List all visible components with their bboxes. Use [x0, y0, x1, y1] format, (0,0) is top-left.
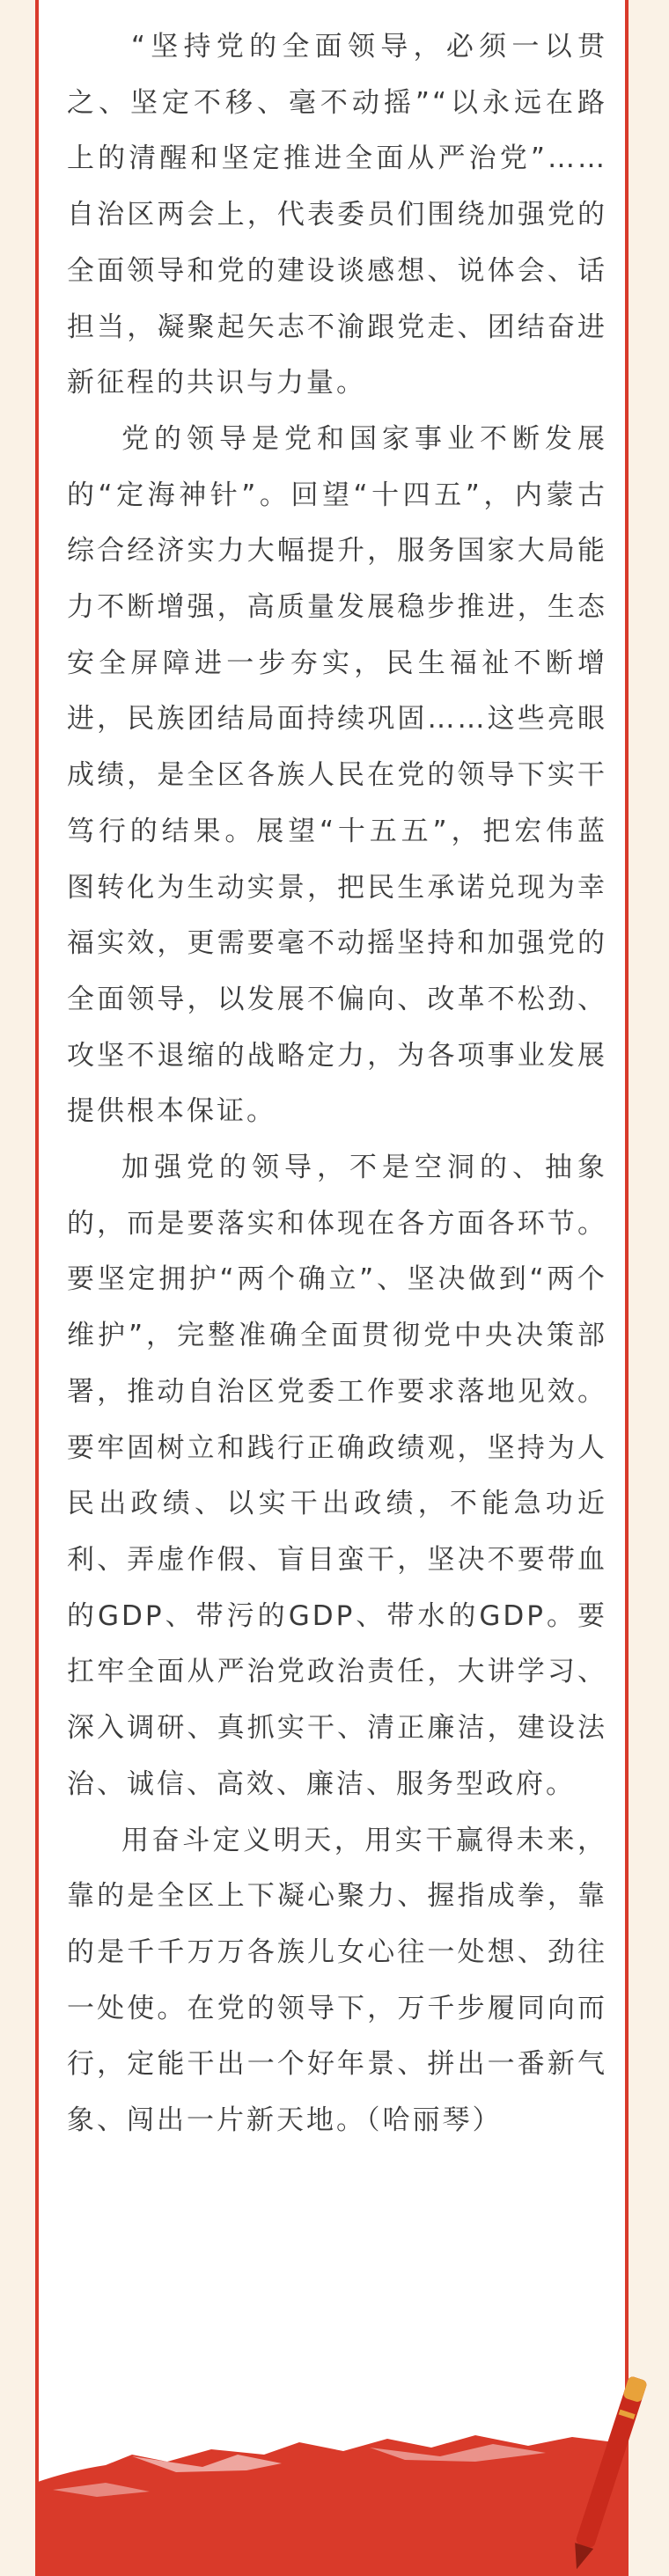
- article-paragraph-3: 加强党的领导，不是空洞的、抽象的，而是要落实和体现在各方面各环节。要坚定拥护“两个确立”、坚决做到“两个维护”，完整准确全面贯彻党中央决策部署，推动自治区党委工作要求落地见效。要牢固树立和践行正确政绩观，坚持为人民出政绩、以实干出政绩，不能急功近利、弄虚作假、盲目蛮干，坚决不要带血的GDP、带污的GDP、带水的GDP。要扛牢全面从严治党政治责任，大讲学习、深入调研、真抓实干、清正廉洁，建设法治、诚信、高效、廉洁、服务型政府。: [67, 1152, 607, 1800]
- article-paragraph-2: 党的领导是党和国家事业不断发展的“定海神针”。回望“十四五”，内蒙古综合经济实力大幅提升，服务国家大局能力不断增强，高质量发展稳步推进，生态安全屏障进一步夯实，民生福祉不断增进，民族团结局面持续巩固……这些亮眼成绩，是全区各族人民在党的领导下实干笃行的结果。展望“十五五”，把宏伟蓝图转化为生动实景，把民生承诺兑现为幸福实效，更需要毫不动摇坚持和加强党的全面领导，以发展不偏向、改革不松劲、攻坚不退缩的战略定力，为各项事业发展提供根本保证。: [67, 422, 607, 1128]
- article-paragraph-1: “坚持党的全面领导，必须一以贯之、坚定不移、毫不动摇”“以永远在路上的清醒和坚定推进全面从严治党”……自治区两会上，代表委员们围绕加强党的全面领导和党的建设谈感想、说体会、话担当，凝聚起矢志不渝跟党走、团结奋进新征程的共识与力量。: [67, 31, 607, 399]
- article-body: [67, 19, 607, 2149]
- article-paragraph-4: 用奋斗定义明天，用实干赢得未来，靠的是全区上下凝心聚力、握指成拳，靠的是千千万万各族儿女心往一处想、劲往一处使。在党的领导下，万千步履同向而行，定能干出一个好年景、拼出一番新气象、闯出一片新天地。（哈丽琴）: [67, 1824, 607, 2137]
